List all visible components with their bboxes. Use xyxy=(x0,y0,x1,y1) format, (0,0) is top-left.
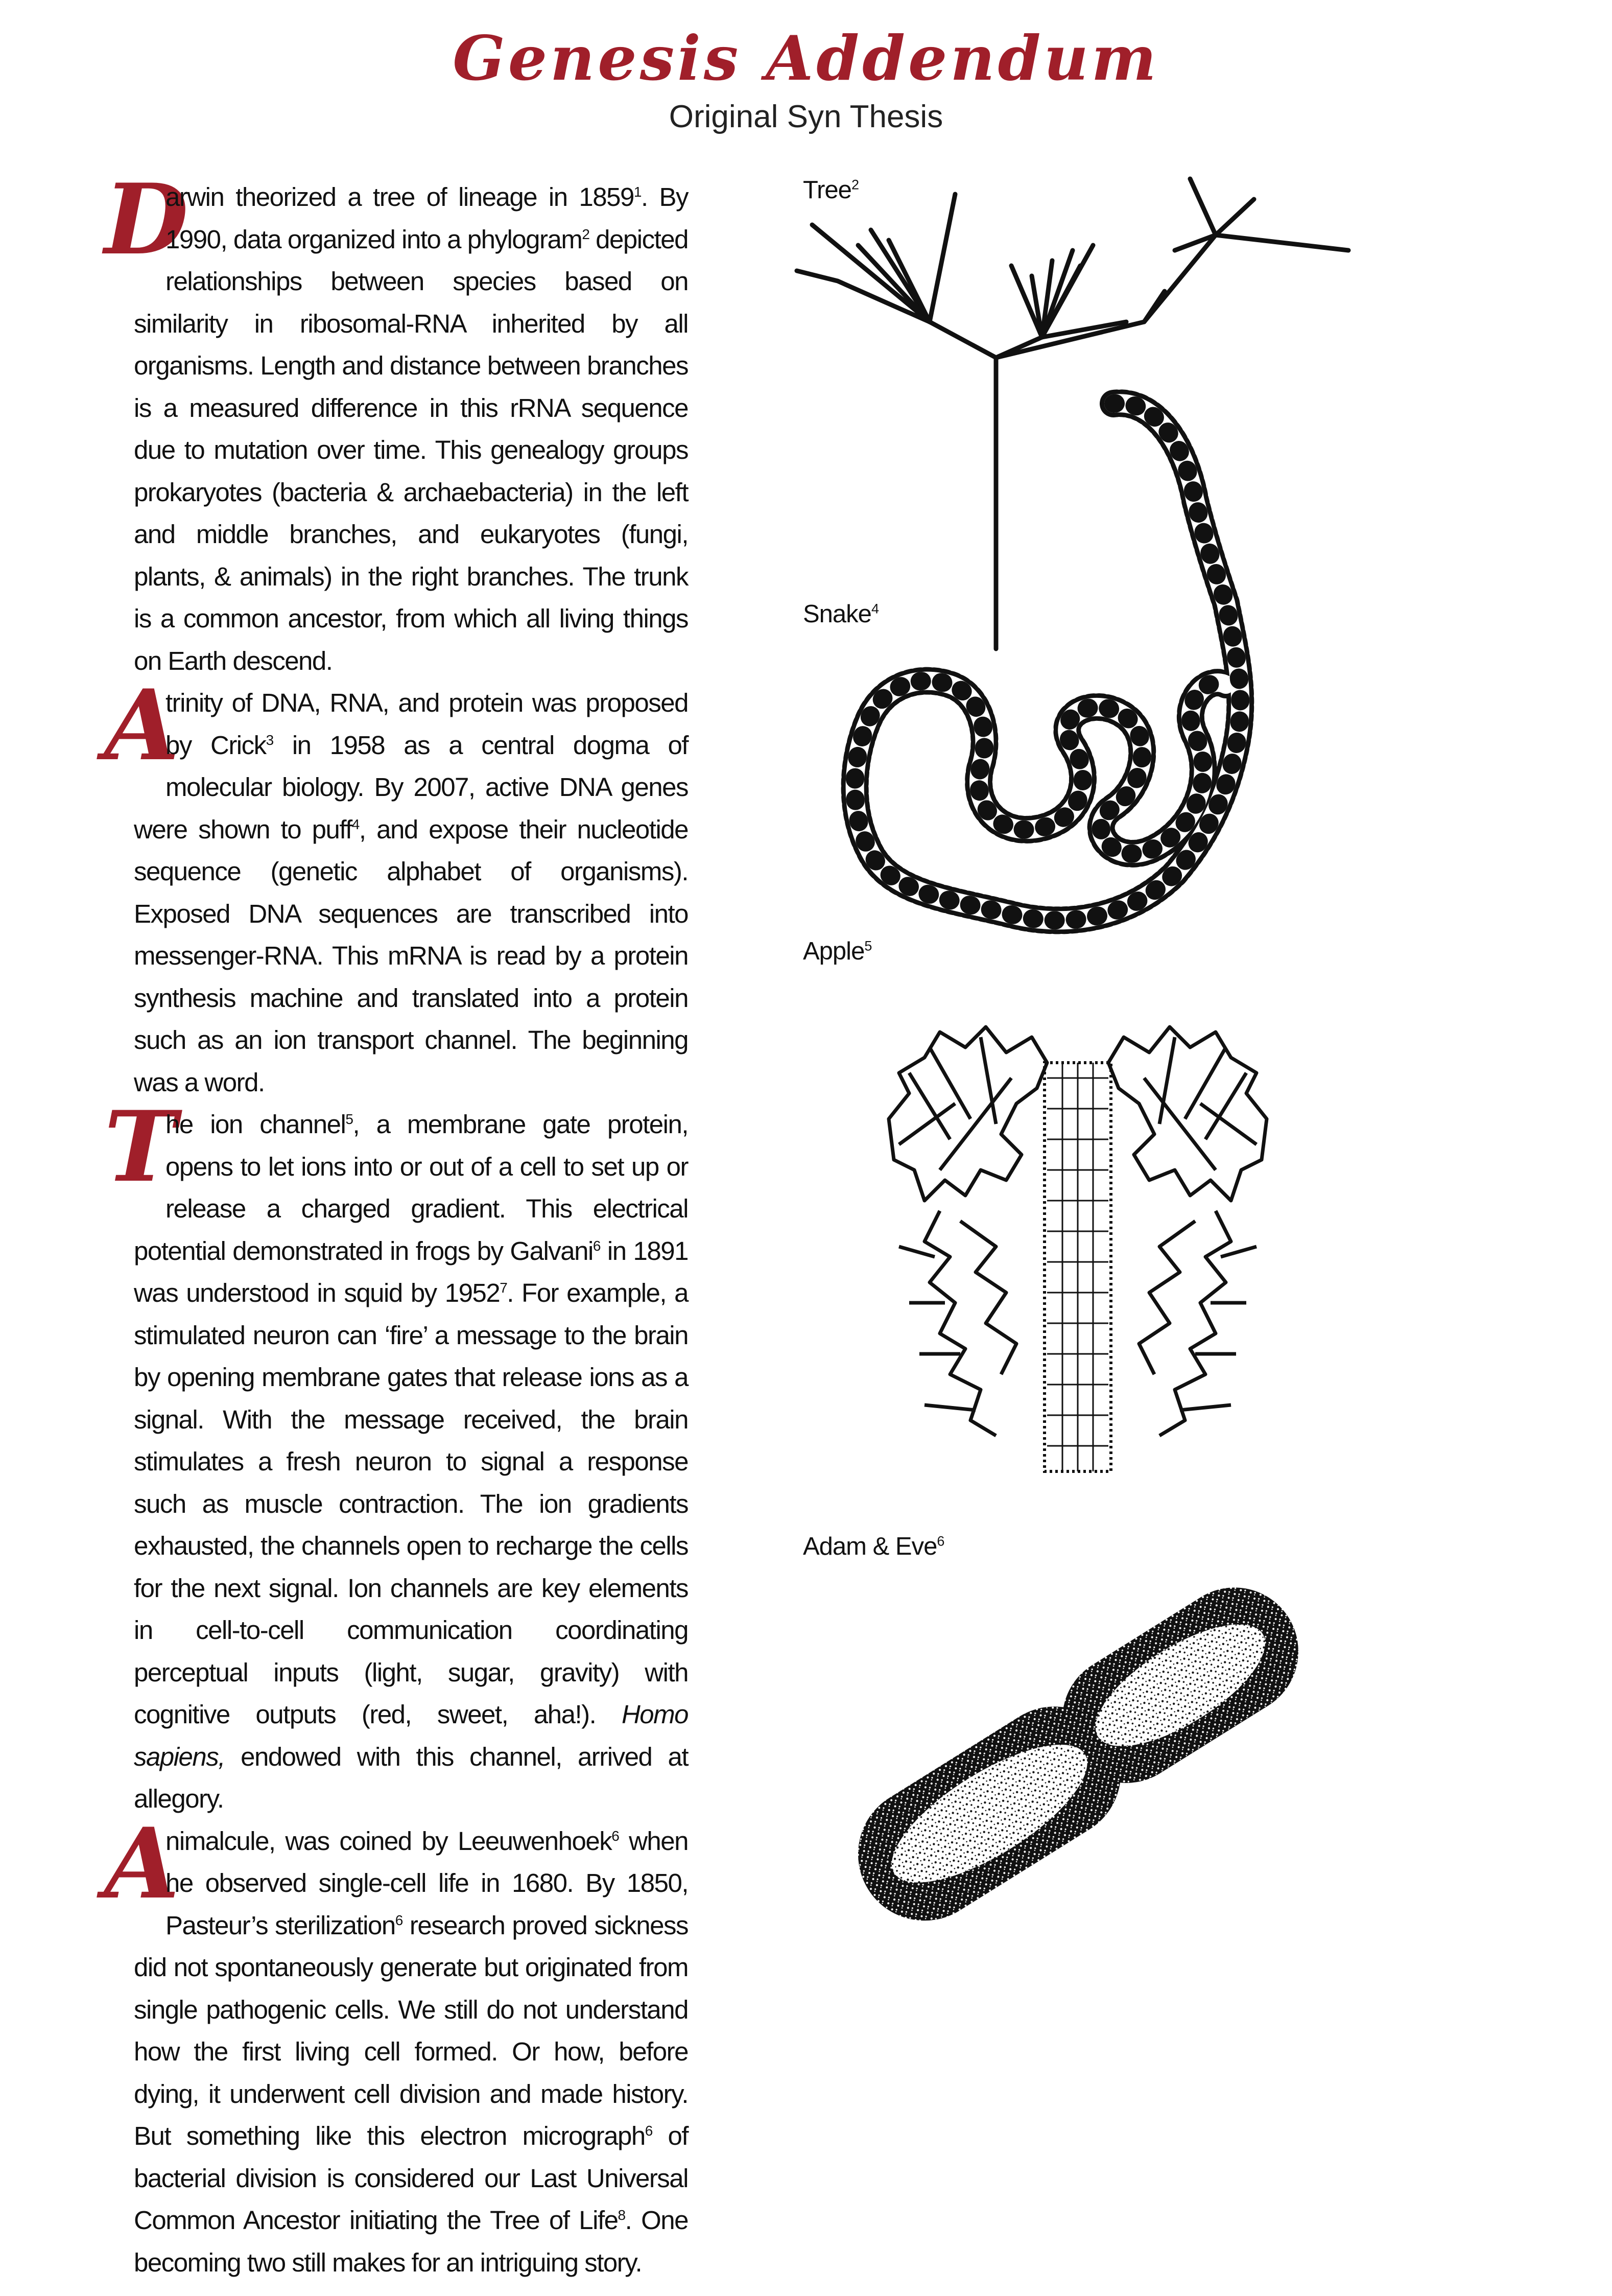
paragraph-text: arwin theorized a tree of lineage in 1859 xyxy=(165,182,634,212)
footnote-reference: 6 xyxy=(592,1237,600,1254)
paragraph-text: of bacterial division is considered our Last Universal Common Ancestor initiating the Tree of Life xyxy=(134,2121,688,2235)
paragraph-text: endowed with this channel, arrived at allegory. xyxy=(134,1742,688,1813)
body-paragraph xyxy=(104,162,688,682)
footnote-reference: 3 xyxy=(266,732,273,748)
figure-label-snake: Snake$^4$ xyxy=(803,600,879,628)
footnote-reference: 7 xyxy=(500,1280,507,1296)
figure-label-adam-eve: Adam & Eve$^6$ xyxy=(803,1533,944,1560)
paragraph-text: in 1958 as a central dogma of molecular biology. By 2007, active DNA genes were shown to puff xyxy=(134,730,688,844)
paragraph-text: in 1891 was understood in squid by 1952 xyxy=(134,1236,688,1307)
footnote-reference: 6 xyxy=(611,1828,619,1844)
footnote-reference: 5 xyxy=(345,1111,353,1127)
body-paragraph xyxy=(104,668,689,1104)
footnote-reference: 1 xyxy=(633,184,641,200)
footnote-reference: 6 xyxy=(395,1912,402,1928)
drop-cap-initial: A xyxy=(104,668,179,782)
drop-cap-initial: T xyxy=(104,1090,176,1204)
italic-text: Homo sapiens, xyxy=(134,1700,688,1771)
figure-label-tree: Tree$^2$ xyxy=(803,176,859,204)
paragraph-text: depicted relationships between species based on similarity in ribosomal-RNA inherited by all organisms. Length and distance between branches is a measured difference in this rRNA sequence due to mutation over time. This genealogy groups prokaryotes (bacteria & archaebacteria) in the left and middle branches, and eukaryotes (fungi, plants, & animals) in the right branches. The trunk is a common ancestor, from which all living things on Earth descend. xyxy=(134,224,688,675)
paragraph-text: he ion channel xyxy=(165,1110,346,1139)
body-paragraph xyxy=(104,1806,688,2284)
dividing-bacterium-micrograph-figure xyxy=(807,1563,1348,1941)
footnote-reference: 8 xyxy=(618,2207,625,2223)
paragraph-text: . One becoming two still makes for an intriguing story. xyxy=(134,2206,688,2277)
ion-channel-protein-apple-figure xyxy=(879,1017,1277,1477)
figure-label-apple: Apple$^5$ xyxy=(803,938,872,965)
footnote-reference: 6 xyxy=(645,2123,652,2139)
paragraph-text: nimalcule, was coined by Leeuwenhoek xyxy=(165,1826,612,1856)
paragraph-text: when he observed single-cell life in 1680. By 1850, Pasteur’s sterilization xyxy=(165,1826,688,1940)
paragraph-text: trinity of DNA, RNA, and protein was proposed by Crick xyxy=(165,688,688,760)
coiled-chromosome-snake-figure xyxy=(827,388,1338,955)
footnote-reference: 4 xyxy=(351,816,359,832)
body-text-column xyxy=(104,162,689,2284)
paragraph-text: . For example, a stimulated neuron can ‘fire’ a message to the brain by opening membrane gates that release ions as a signal. With the message received, the brain stimulates a fresh neuron to signal a response such as muscle contraction. The ion gradients exhausted, the channels open to recharge the cells for the next signal. Ion channels are key elements in cell-to-cell communication coordinating perceptual inputs (light, sugar, gravity) with cognitive outputs (red, sweet, aha!). xyxy=(134,1278,688,1729)
page-subtitle: Original Syn Thesis xyxy=(669,99,943,134)
body-paragraph xyxy=(104,1090,688,1820)
drop-cap-initial: A xyxy=(104,1806,179,1920)
paragraph-text: , and expose their nucleotide sequence (genetic alphabet of organisms). Exposed DNA sequences are transcribed into messenger-RNA. This mRNA is read by a protein synthesis machine and translated into a protein such as an ion transport channel. The beginning was a word. xyxy=(134,814,689,1097)
footnote-reference: 2 xyxy=(582,226,589,242)
page-title: Genesis Addendum xyxy=(453,22,1159,95)
paragraph-text: , a membrane gate protein, opens to let ions into or out of a cell to set up or release a charged gradient. This electrical potential demonstrated in frogs by Galvani xyxy=(134,1110,688,1266)
paragraph-text: research proved sickness did not spontaneously generate but originated from single pathogenic cells. We still do not understand how the first living cell formed. Or how, before dying, it underwent cell division and made history. But something like this electron micrograph xyxy=(134,1910,688,2150)
drop-cap-initial: D xyxy=(104,162,188,276)
paragraph-text: . By 1990, data organized into a phylogram xyxy=(165,182,688,254)
